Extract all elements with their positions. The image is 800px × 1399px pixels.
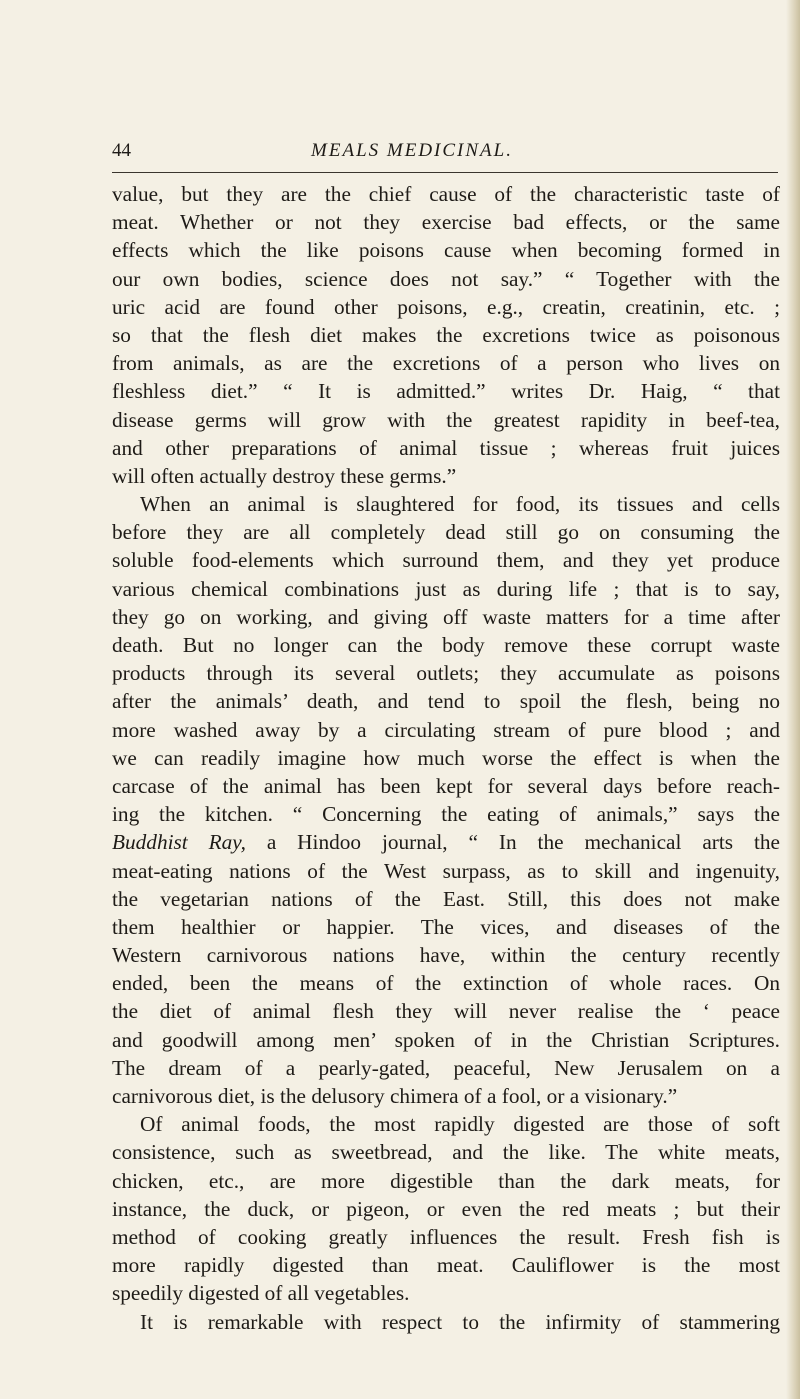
text-line: chicken, etc., are more digestible than the dark meats, for <box>112 1168 780 1193</box>
text-line: more washed away by a circulating stream of pure blood ; and <box>112 717 780 742</box>
text-line: carcase of the animal has been kept for several days before reach- <box>112 773 780 798</box>
page-header <box>112 139 712 169</box>
text-line: When an animal is slaughtered for food, its tissues and cells <box>140 492 780 517</box>
running-head: MEALS MEDICINAL. <box>311 140 513 161</box>
text-line: It is remarkable with respect to the infirmity of stammering <box>140 1309 780 1334</box>
text-line: disease germs will grow with the greatest rapidity in beef-tea, <box>112 407 780 432</box>
text-line: we can readily imagine how much worse the effect is when the <box>112 745 780 770</box>
text-line: various chemical combinations just as during life ; that is to say, <box>112 576 780 601</box>
text-line: uric acid are found other poisons, e.g., creatin, creatinin, etc. ; <box>112 294 780 319</box>
text-line: meat. Whether or not they exercise bad effects, or the same <box>112 210 780 235</box>
text-line: them healthier or happier. The vices, and diseases of the <box>112 914 780 939</box>
text-line-with-title <box>112 828 780 856</box>
text-line: value, but they are the chief cause of the characteristic taste of <box>112 182 780 206</box>
text-line: they go on working, and giving off waste matters for a time after <box>112 604 780 629</box>
text-line: soluble food-elements which surround them, and they yet produce <box>112 548 780 573</box>
text-line: our own bodies, science does not say.” “ Together with the <box>112 266 780 291</box>
text-line: carnivorous diet, is the delusory chimera of a fool, or a visionary.” <box>112 1084 678 1108</box>
text-line: and other preparations of animal tissue ; whereas fruit juices <box>112 435 780 460</box>
text-line: more rapidly digested than meat. Cauliflower is the most <box>112 1253 780 1278</box>
text-line: and goodwill among men’ spoken of in the Christian Scriptures. <box>112 1027 780 1052</box>
text-line: death. But no longer can the body remove these corrupt waste <box>112 633 780 657</box>
text-line: before they are all completely dead still go on consuming the <box>112 520 780 545</box>
page-number: 44 <box>112 140 131 161</box>
text-line: method of cooking greatly influences the result. Fresh fish is <box>112 1224 780 1249</box>
text-line: will often actually destroy these germs.” <box>112 463 457 488</box>
text-line: ended, been the means of the extinction of whole races. On <box>112 971 780 996</box>
header-rule <box>112 172 778 173</box>
text-line: Of animal foods, the most rapidly digested are those of soft <box>140 1112 780 1137</box>
text-line: ing the kitchen. “ Concerning the eating of animals,” says the <box>112 802 780 827</box>
text-line: products through its several outlets; they accumulate as poisons <box>112 661 780 686</box>
text-line: Western carnivorous nations have, within the century recently <box>112 943 780 968</box>
text-line: speedily digested of all vegetables. <box>112 1281 410 1306</box>
body-text <box>112 180 780 1336</box>
text-line: meat-eating nations of the West surpass, as to skill and ingenuity, <box>112 858 780 883</box>
text-line: the vegetarian nations of the East. Still, this does not make <box>112 886 780 911</box>
journal-title: Buddhist Ray, <box>112 830 246 855</box>
text-line: effects which the like poisons cause when becoming formed in <box>112 238 780 263</box>
text-line: so that the flesh diet makes the excretions twice as poisonous <box>112 322 780 347</box>
text-line-rest: a Hindoo journal, “ In the mechanical arts the <box>266 830 780 855</box>
page-edge-shadow <box>786 0 800 1399</box>
text-line: after the animals’ death, and tend to spoil the flesh, being no <box>112 689 780 714</box>
text-line: fleshless diet.” “ It is admitted.” writes Dr. Haig, “ that <box>112 379 780 404</box>
text-line: consistence, such as sweetbread, and the like. The white meats, <box>112 1140 780 1165</box>
text-line: The dream of a pearly-gated, peaceful, New Jerusalem on a <box>112 1055 780 1080</box>
text-line: the diet of animal flesh they will never realise the ‘ peace <box>112 999 780 1024</box>
text-line: from animals, as are the excretions of a person who lives on <box>112 351 780 376</box>
text-line: instance, the duck, or pigeon, or even the red meats ; but their <box>112 1196 780 1221</box>
